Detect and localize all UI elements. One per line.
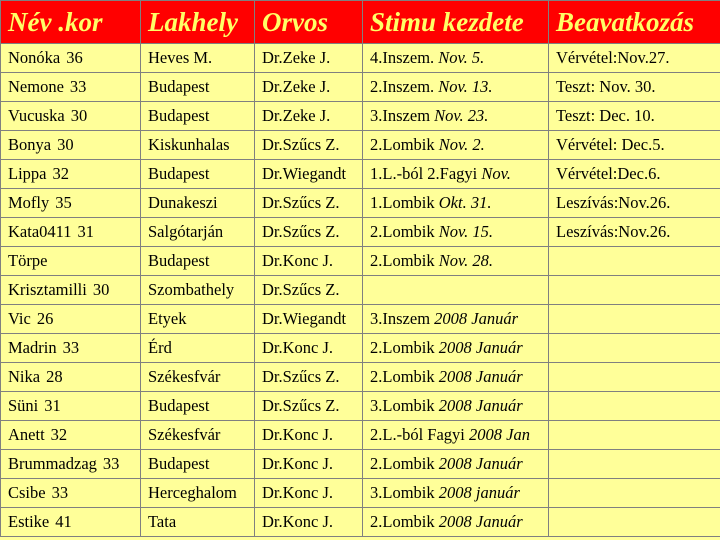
stim-type: 3.Lombik (370, 396, 435, 415)
nickname: Krisztamilli (8, 280, 87, 299)
stim-type: 2.Lombik (370, 251, 435, 270)
stim-type: 4.Inszem. (370, 48, 435, 67)
stim-date: Nov. 28. (438, 251, 493, 270)
stim-start-cell (363, 247, 549, 276)
residence-cell: Heves M. (141, 44, 255, 73)
name-age-cell (1, 276, 141, 305)
nickname: Estike (8, 512, 50, 531)
name-age-cell (1, 73, 141, 102)
stim-date: 2008 Január (438, 338, 523, 357)
name-age-cell (1, 363, 141, 392)
table-row (1, 160, 720, 189)
procedure-cell (549, 392, 720, 421)
stim-date: 2008 Január (438, 454, 523, 473)
stim-date: 2008 Január (438, 396, 523, 415)
stim-start-cell (363, 189, 549, 218)
residence-cell: Érd (141, 334, 255, 363)
doctor-cell: Dr.Szűcs Z. (255, 392, 363, 421)
stim-type: 2.Lombik (370, 135, 435, 154)
stim-type: 1.Lombik (370, 193, 435, 212)
nickname: Kata0411 (8, 222, 72, 241)
residence-cell: Budapest (141, 73, 255, 102)
stim-start-cell (363, 450, 549, 479)
stim-date: 2008 Január (438, 512, 523, 531)
header-name-age: Név .kor (1, 1, 141, 44)
nickname: Nonóka (8, 48, 61, 67)
age: 35 (55, 193, 72, 212)
procedure-cell: Leszívás:Nov.26. (549, 218, 720, 247)
residence-cell: Kiskunhalas (141, 131, 255, 160)
nickname: Csibe (8, 483, 46, 502)
residence-cell: Budapest (141, 247, 255, 276)
name-age-cell (1, 421, 141, 450)
table-row (1, 508, 720, 537)
header-row (1, 1, 720, 44)
age: 31 (44, 396, 61, 415)
header-doctor: Orvos (255, 1, 363, 44)
stim-start-cell (363, 421, 549, 450)
doctor-cell: Dr.Szűcs Z. (255, 189, 363, 218)
age: 30 (92, 280, 110, 299)
stim-type: 1.L.-ból 2.Fagyi (370, 164, 478, 183)
doctor-cell: Dr.Konc J. (255, 334, 363, 363)
residence-cell: Szombathely (141, 276, 255, 305)
table-row (1, 363, 720, 392)
stim-start-cell (363, 160, 549, 189)
stim-date: Nov. 15. (438, 222, 493, 241)
residence-cell: Budapest (141, 450, 255, 479)
residence-cell: Etyek (141, 305, 255, 334)
table-row (1, 44, 720, 73)
nickname: Nemone (8, 77, 64, 96)
stim-type: 2.Inszem. (370, 77, 435, 96)
residence-cell: Székesfvár (141, 363, 255, 392)
doctor-cell: Dr.Konc J. (255, 450, 363, 479)
doctor-cell: Dr.Zeke J. (255, 102, 363, 131)
doctor-cell: Dr.Szűcs Z. (255, 276, 363, 305)
header-procedure: Beavatkozás (549, 1, 720, 44)
nickname: Vic (8, 309, 31, 328)
stim-type: 3.Lombik (370, 483, 435, 502)
stim-type: 2.Lombik (370, 512, 435, 531)
stim-date: Nov. 5. (438, 48, 485, 67)
procedure-cell (549, 508, 720, 537)
procedure-cell (549, 334, 720, 363)
procedure-cell: Teszt: Dec. 10. (549, 102, 720, 131)
stim-start-cell (363, 305, 549, 334)
stim-start-cell (363, 363, 549, 392)
age: 31 (77, 222, 95, 241)
age: 28 (46, 367, 63, 386)
age: 33 (62, 338, 80, 357)
nickname: Anett (8, 425, 45, 444)
table-row (1, 479, 720, 508)
name-age-cell (1, 392, 141, 421)
header-stim-start: Stimu kezdete (363, 1, 549, 44)
stim-type: 3.Inszem (370, 106, 431, 125)
doctor-cell: Dr.Szűcs Z. (255, 131, 363, 160)
stim-type: 2.Lombik (370, 454, 435, 473)
procedure-cell: Teszt: Nov. 30. (549, 73, 720, 102)
table-row (1, 450, 720, 479)
table-row (1, 305, 720, 334)
stim-date: 2008 Jan (469, 425, 530, 444)
age: 32 (50, 425, 68, 444)
table-row (1, 247, 720, 276)
nickname: Süni (8, 396, 39, 415)
table-row (1, 73, 720, 102)
name-age-cell (1, 450, 141, 479)
procedure-cell (549, 305, 720, 334)
stim-type: 2.Lombik (370, 222, 435, 241)
name-age-cell (1, 44, 141, 73)
stim-date: 2008 január (438, 483, 520, 502)
age: 26 (36, 309, 54, 328)
stim-start-cell (363, 131, 549, 160)
age: 33 (69, 77, 87, 96)
nickname: Nika (8, 367, 41, 386)
table-row (1, 189, 720, 218)
nickname: Mofly (8, 193, 50, 212)
residence-cell: Herceghalom (141, 479, 255, 508)
doctor-cell: Dr.Szűcs Z. (255, 363, 363, 392)
stim-type: 2.Lombik (370, 367, 435, 386)
residence-cell: Salgótarján (141, 218, 255, 247)
residence-cell: Tata (141, 508, 255, 537)
stim-start-cell (363, 392, 549, 421)
procedure-cell (549, 450, 720, 479)
doctor-cell: Dr.Zeke J. (255, 73, 363, 102)
name-age-cell (1, 160, 141, 189)
nickname: Madrin (8, 338, 57, 357)
stim-date: Okt. 31. (438, 193, 492, 212)
name-age-cell (1, 508, 141, 537)
stim-type: 2.L.-ból Fagyi (370, 425, 465, 444)
header-residence: Lakhely (141, 1, 255, 44)
age: 33 (102, 454, 120, 473)
table-row (1, 421, 720, 450)
stim-start-cell (363, 218, 549, 247)
nickname: Lippa (8, 164, 47, 183)
residence-cell: Budapest (141, 102, 255, 131)
residence-cell: Dunakeszi (141, 189, 255, 218)
age: 32 (52, 164, 69, 183)
table-row (1, 334, 720, 363)
procedure-cell (549, 363, 720, 392)
name-age-cell (1, 189, 141, 218)
doctor-cell: Dr.Wiegandt (255, 160, 363, 189)
stim-date: Nov. 13. (438, 77, 493, 96)
doctor-cell: Dr.Konc J. (255, 421, 363, 450)
procedure-cell (549, 247, 720, 276)
procedure-cell (549, 421, 720, 450)
name-age-cell (1, 334, 141, 363)
table-row (1, 131, 720, 160)
stim-start-cell (363, 479, 549, 508)
stim-start-cell (363, 73, 549, 102)
age: 36 (66, 48, 83, 67)
table-row (1, 218, 720, 247)
stim-start-cell (363, 102, 549, 131)
procedure-cell (549, 479, 720, 508)
procedure-cell: Vérvétel:Dec.6. (549, 160, 720, 189)
table-row (1, 392, 720, 421)
stim-date: 2008 Január (434, 309, 519, 328)
age: 30 (70, 106, 88, 125)
nickname: Bonya (8, 135, 52, 154)
stim-start-cell (363, 276, 549, 305)
stim-type: 2.Lombik (370, 338, 435, 357)
doctor-cell: Dr.Konc J. (255, 247, 363, 276)
residence-cell: Budapest (141, 392, 255, 421)
nickname: Törpe (8, 251, 48, 270)
name-age-cell (1, 305, 141, 334)
age: 33 (51, 483, 69, 502)
table-row (1, 276, 720, 305)
stim-date: Nov. (481, 164, 511, 183)
procedure-cell (549, 276, 720, 305)
stim-date: Nov. 23. (434, 106, 489, 125)
doctor-cell: Dr.Szűcs Z. (255, 218, 363, 247)
nickname: Brummadzag (8, 454, 97, 473)
doctor-cell: Dr.Konc J. (255, 508, 363, 537)
stim-start-cell (363, 334, 549, 363)
name-age-cell (1, 131, 141, 160)
nickname: Vucuska (8, 106, 65, 125)
name-age-cell (1, 247, 141, 276)
stim-date: 2008 Január (438, 367, 523, 386)
stim-start-cell (363, 508, 549, 537)
stim-type: 3.Inszem (370, 309, 431, 328)
doctor-cell: Dr.Konc J. (255, 479, 363, 508)
stim-start-cell (363, 44, 549, 73)
age: 41 (55, 512, 72, 531)
residence-cell: Budapest (141, 160, 255, 189)
stim-date: Nov. 2. (438, 135, 485, 154)
table-row (1, 102, 720, 131)
procedure-cell: Leszívás:Nov.26. (549, 189, 720, 218)
age: 30 (57, 135, 74, 154)
procedure-cell: Vérvétel: Dec.5. (549, 131, 720, 160)
name-age-cell (1, 479, 141, 508)
name-age-cell (1, 102, 141, 131)
name-age-cell (1, 218, 141, 247)
doctor-cell: Dr.Zeke J. (255, 44, 363, 73)
doctor-cell: Dr.Wiegandt (255, 305, 363, 334)
residence-cell: Székesfvár (141, 421, 255, 450)
procedure-cell: Vérvétel:Nov.27. (549, 44, 720, 73)
